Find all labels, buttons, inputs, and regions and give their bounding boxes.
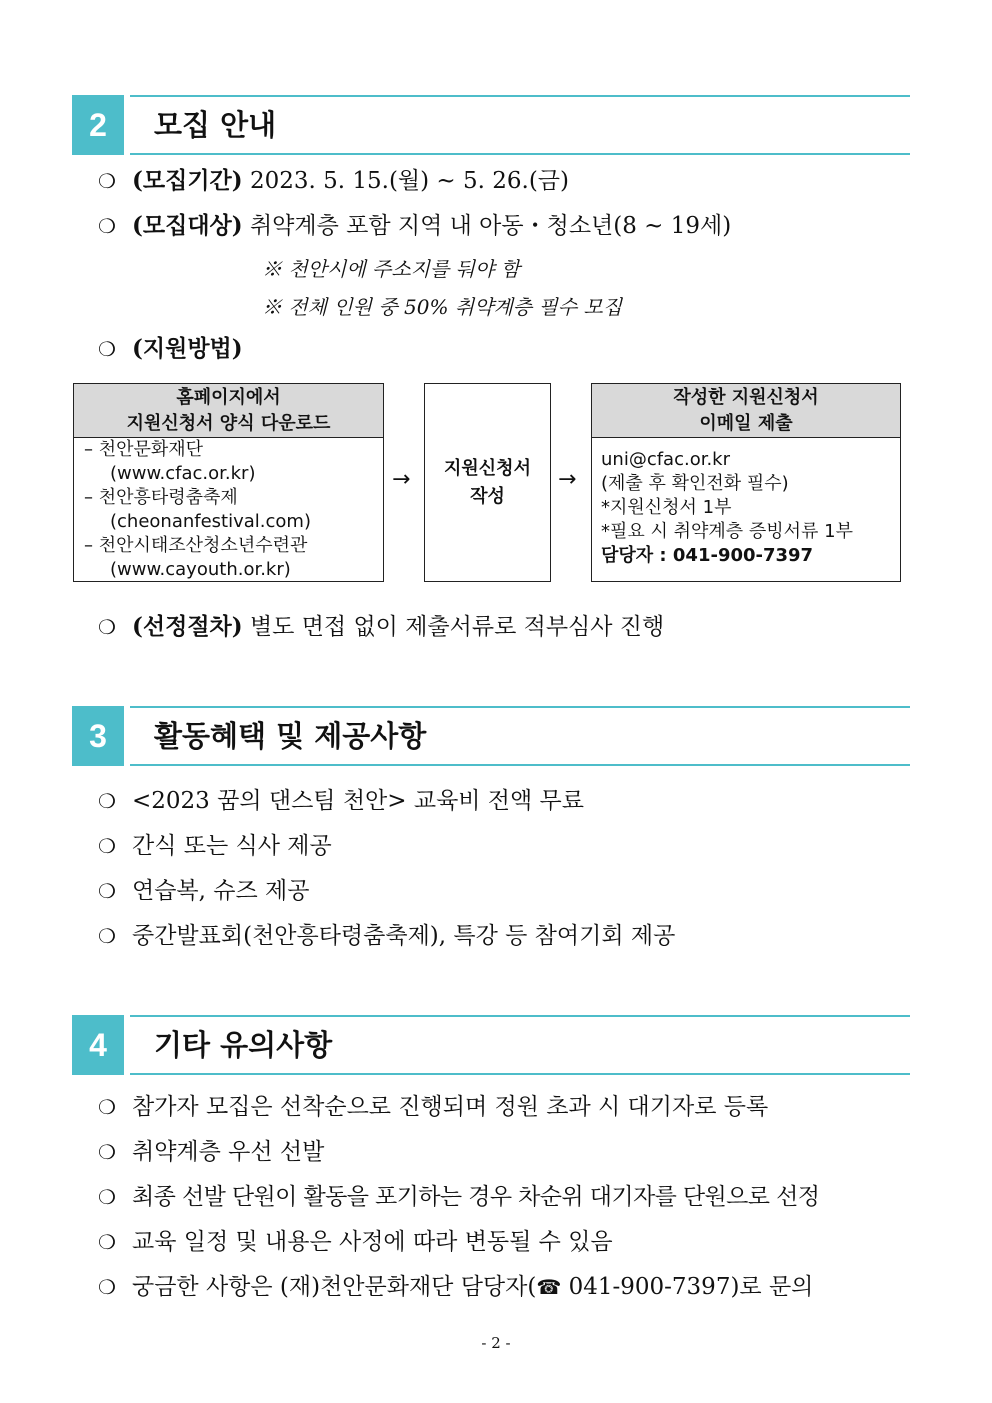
item-value: 2023. 5. 15.(월) ~ 5. 26.(금) <box>249 168 569 194</box>
item-label: (모집기간) <box>132 167 243 194</box>
bullet-icon: ❍ <box>98 1095 116 1119</box>
email-address: uni@cfac.or.kr <box>601 449 731 470</box>
item-text: 취약계층 우선 선발 <box>132 1139 325 1165</box>
bullet-icon: ❍ <box>98 615 116 639</box>
list-item <box>98 333 243 365</box>
list-item <box>98 875 309 907</box>
list-item <box>98 785 584 817</box>
item-label: (선정절차) <box>132 613 243 640</box>
bullet-icon: ❍ <box>98 789 116 813</box>
page-number: - 2 - <box>481 1334 511 1352</box>
box-header-line: 작성한 지원신청서 <box>673 387 819 408</box>
bullet-icon: ❍ <box>98 879 116 903</box>
box-line: (제출 후 확인전화 필수) <box>601 473 789 494</box>
section-number: 4 <box>72 1015 124 1075</box>
list-item <box>98 1271 813 1303</box>
divider <box>130 153 910 155</box>
list-item <box>98 830 332 862</box>
list-item <box>98 1091 768 1123</box>
item-value: 취약계층 포함 지역 내 아동・청소년(8 ~ 19세) <box>249 213 732 239</box>
arrow-right-icon: → <box>392 467 411 492</box>
flow-box-download <box>73 383 384 582</box>
list-item <box>98 1226 613 1258</box>
box-text: 지원신청서 <box>444 457 531 479</box>
bullet-icon: ❍ <box>98 214 116 238</box>
bullet-icon: ❍ <box>98 337 116 361</box>
phone-icon: ☎ <box>536 1275 562 1299</box>
item-text: 중간발표회(천안흥타령춤축제), 특강 등 참여기회 제공 <box>132 923 676 949</box>
item-text: 최종 선발 단원이 활동을 포기하는 경우 차순위 대기자를 단원으로 선정 <box>132 1184 820 1210</box>
contact-line: 담당자 : 041-900-7397 <box>601 545 814 566</box>
section-title: 기타 유의사항 <box>154 1028 333 1062</box>
section-title: 활동혜택 및 제공사항 <box>154 719 427 753</box>
arrow-right-icon: → <box>558 467 577 492</box>
section-number: 2 <box>72 95 124 155</box>
org-name: – 천안문화재단 <box>84 439 204 460</box>
box-header <box>74 384 383 438</box>
box-header <box>592 384 900 438</box>
org-name: – 천안흥타령춤축제 <box>84 487 238 508</box>
divider <box>130 1073 910 1075</box>
bullet-icon: ❍ <box>98 1230 116 1254</box>
item-label: (모집대상) <box>132 212 243 239</box>
flow-box-submit <box>591 383 901 582</box>
item-text: 궁금한 사항은 (재)천안문화재단 담당자( <box>132 1274 537 1300</box>
list-item <box>98 611 664 643</box>
item-text: 연습복, 슈즈 제공 <box>132 878 310 904</box>
bullet-icon: ❍ <box>98 1275 116 1299</box>
box-header-line: 홈페이지에서 <box>176 387 281 408</box>
section-header-benefits <box>72 706 910 766</box>
flow-box-write <box>424 383 551 582</box>
org-url: (www.cfac.or.kr) <box>110 463 256 484</box>
list-item <box>98 920 675 952</box>
item-text: 041-900-7397)로 문의 <box>561 1274 814 1300</box>
section-header-recruit <box>72 95 910 155</box>
item-label: (지원방법) <box>132 335 243 362</box>
org-url: (www.cayouth.or.kr) <box>110 559 291 580</box>
box-header-line: 지원신청서 양식 다운로드 <box>126 413 331 434</box>
list-item <box>98 210 731 242</box>
bullet-icon: ❍ <box>98 924 116 948</box>
box-text: 작성 <box>470 485 505 507</box>
note-text: ※ 천안시에 주소지를 둬야 함 <box>262 257 520 281</box>
item-text: 참가자 모집은 선착순으로 진행되며 정원 초과 시 대기자로 등록 <box>132 1094 769 1120</box>
list-item <box>98 165 569 197</box>
item-value: 별도 면접 없이 제출서류로 적부심사 진행 <box>249 614 665 640</box>
box-body <box>592 438 900 568</box>
box-line: *필요 시 취약계층 증빙서류 1부 <box>601 521 853 542</box>
org-name: – 천안시태조산청소년수련관 <box>84 535 308 556</box>
bullet-icon: ❍ <box>98 1185 116 1209</box>
section-title: 모집 안내 <box>154 108 277 142</box>
list-item <box>98 1181 819 1213</box>
section-header-notes <box>72 1015 910 1075</box>
item-text: 교육 일정 및 내용은 사정에 따라 변동될 수 있음 <box>132 1229 613 1255</box>
box-line: *지원신청서 1부 <box>601 497 732 518</box>
bullet-icon: ❍ <box>98 1140 116 1164</box>
bullet-icon: ❍ <box>98 169 116 193</box>
bullet-icon: ❍ <box>98 834 116 858</box>
list-item <box>98 1136 324 1168</box>
item-text: 간식 또는 식사 제공 <box>132 833 332 859</box>
item-text: <2023 꿈의 댄스팀 천안> 교육비 전액 무료 <box>132 788 584 814</box>
section-number: 3 <box>72 706 124 766</box>
note-text: ※ 전체 인원 중 50% 취약계층 필수 모집 <box>262 295 623 319</box>
box-body <box>74 438 383 582</box>
divider <box>130 764 910 766</box>
box-header-line: 이메일 제출 <box>699 413 793 434</box>
org-url: (cheonanfestival.com) <box>110 511 311 532</box>
